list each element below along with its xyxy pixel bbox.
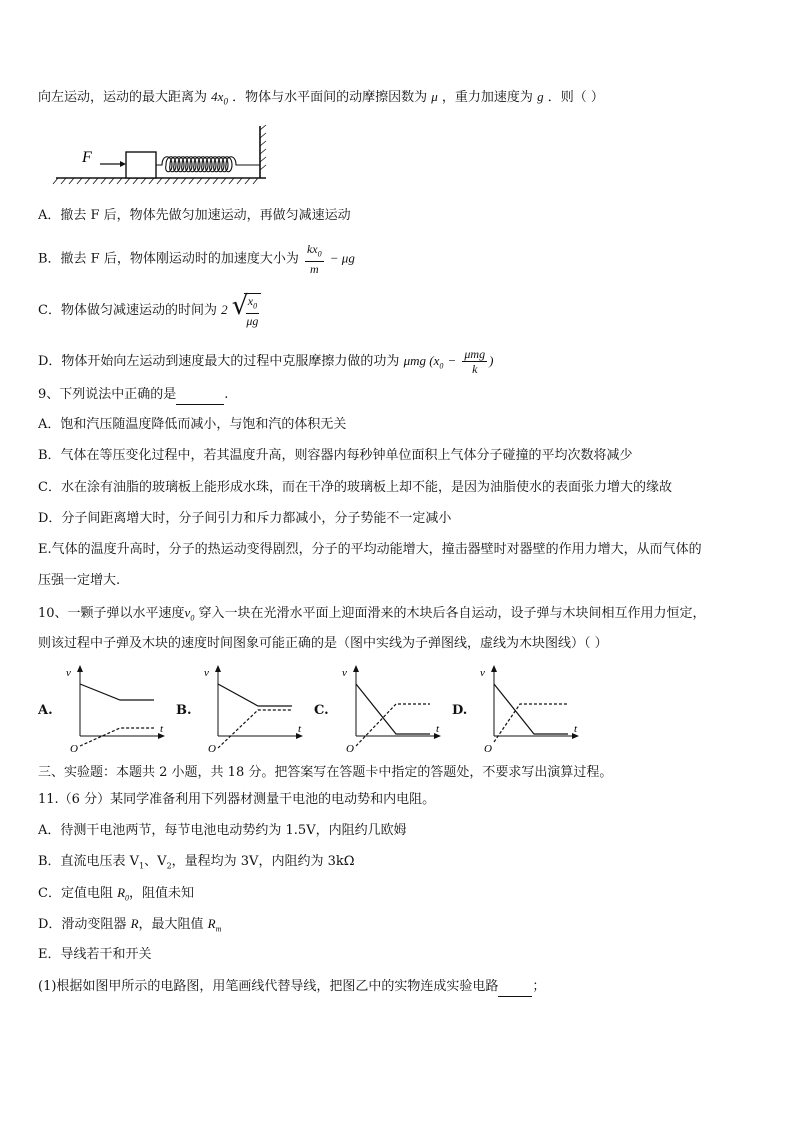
graph-c-block-line (356, 704, 430, 746)
spring-block-figure (52, 122, 272, 188)
q8-option-c-num: x (247, 294, 254, 308)
q8-option-d-pre: μmg (x (403, 353, 440, 368)
graph-c-axis-v: v (342, 667, 347, 679)
q11-b-post: ，量程均为 3V，内阻约为 3kΩ (171, 854, 355, 869)
block (126, 152, 156, 178)
q11-c-post: ，阻值未知 (129, 886, 195, 901)
q8-stem-dist-sub: 0 (223, 96, 228, 107)
section-3-heading: 三、实验题：本题共 2 小题，共 18 分。把答案写在答题卡中指定的答题处，不要求写出演算过程。 (38, 765, 613, 780)
q10-stem-line1 (38, 604, 705, 628)
q8-option-b-text: B．撤去 F 后，物体刚运动时的加速度大小为 (38, 251, 299, 267)
q10-stem-v: v (184, 605, 191, 620)
q10-stem-line2: 则该过程中子弹及木块的速度时间图象可能正确的是（图中实线为子弹图线，虚线为木块图线）（ ） (38, 636, 608, 651)
q8-option-d-close: ) (489, 353, 494, 368)
graph-d-axis-v: v (480, 667, 485, 679)
graph-b-bullet-line (218, 684, 292, 706)
q8-option-c-num-sub: 0 (253, 301, 258, 311)
q10-stem-text1: 10、一颗子弹以水平速度 (38, 606, 185, 621)
q11-d-rm: R (207, 916, 216, 931)
q10-graph-c (338, 662, 446, 756)
q8-option-d (38, 347, 493, 376)
q11-b-mid: 、V (144, 854, 167, 869)
q8-stem-text3: ，重力加速度为 (441, 90, 533, 105)
graph-b-axis-v: v (204, 667, 209, 679)
q9-answer-blank (176, 386, 224, 405)
q11-b-pre: B．直流电压表 V (38, 854, 140, 869)
q8-option-d-text: D．物体开始向左运动到速度最大的过程中克服摩擦力做的功为 (38, 354, 400, 369)
q9-option-c: C．水在涂有油脂的玻璃板上能形成水珠，而在干净的玻璃板上却不能，是因为油脂使水的表面张力增大的缘故 (38, 480, 672, 495)
graph-c-axis-t: t (436, 723, 440, 735)
q8-option-d-minus: − (447, 353, 457, 368)
q8-stem-text4: ．则（ ） (547, 90, 604, 105)
q11-b-sub1: 1 (139, 861, 145, 871)
q11-c-r-sub: 0 (125, 893, 130, 903)
q8-stem-g: g (537, 89, 544, 104)
q8-option-c-sqrt: √ $\frac{x_0}{\mu g}$ (232, 293, 261, 328)
q10-stem-text2: 穿入一块在光滑水平面上迎面滑来的木块后各自运动，设子弹与木块间相互作用力恒定， (194, 606, 706, 621)
q11-d-rm-sub: m (215, 924, 222, 934)
q8-option-b (38, 242, 355, 276)
graph-a-axis-v: v (66, 667, 71, 679)
q8-option-d-fraction (462, 347, 487, 376)
q11-part1-end: ； (532, 979, 546, 994)
q8-stem-text2: ．物体与水平面间的动摩擦因数为 (232, 90, 428, 105)
q8-option-c (38, 293, 261, 328)
q11-part1 (38, 978, 545, 997)
force-label: F (82, 149, 92, 166)
q8-stem-mu: μ (431, 89, 438, 104)
q8-option-b-num-sub: 0 (317, 249, 322, 259)
q10-graph-a (62, 662, 170, 756)
graph-c-bullet-line (356, 684, 430, 734)
q8-stem (38, 88, 604, 111)
q11-stem: 11.（6 分）某同学准备利用下列器材测量干电池的电动势和内电阻。 (38, 792, 436, 807)
q11-b-sub2: 2 (166, 861, 172, 871)
q10-option-b-label: B. (176, 703, 192, 718)
q8-option-d-num: μmg (464, 347, 486, 361)
graph-d-origin: O (484, 743, 492, 755)
q10-option-c-label: C. (314, 703, 329, 718)
q11-part1-blank (498, 978, 532, 997)
q10-graph-d (476, 662, 584, 756)
q8-stem-text1: 向左运动，运动的最大距离为 (38, 90, 208, 105)
q9-option-a: A．饱和汽压随温度降低而减小，与饱和汽的体积无关 (38, 417, 347, 432)
graph-c-origin: O (346, 743, 354, 755)
graph-b-axis-t: t (298, 723, 302, 735)
graph-b-origin: O (208, 743, 216, 755)
q8-option-b-den: m (309, 262, 319, 277)
q11-c-r: R (117, 885, 126, 900)
q11-part1-text: (1)根据如图甲所示的电路图，用笔画线代替导线，把图乙中的实物连成实验电路 (38, 979, 499, 994)
q11-c-pre: C．定值电阻 (38, 886, 118, 901)
q11-option-a: A．待测干电池两节，每节电池电动势约为 1.5V，内阻约几欧姆 (38, 823, 407, 838)
q11-option-d (38, 915, 221, 939)
graph-a-origin: O (70, 743, 78, 755)
q8-option-d-den: k (472, 362, 478, 376)
q9-stem (38, 386, 228, 405)
q11-option-b (38, 853, 355, 876)
graph-a-bullet-line (80, 684, 154, 700)
q10-graph-b (200, 662, 308, 756)
q10-stem-v-sub: 0 (190, 613, 195, 623)
q8-option-b-tail: − μg (329, 250, 355, 266)
q9-option-b: B．气体在等压变化过程中，若其温度升高，则容器内每秒钟单位面积上气体分子碰撞的平均次数将减少 (38, 448, 633, 463)
q9-stem-end: . (224, 387, 229, 402)
graph-a-axis-t: t (160, 723, 164, 735)
q8-option-c-coef: 2 (221, 302, 228, 318)
q8-option-d-pre-sub: 0 (439, 361, 444, 371)
graph-a-block-line (80, 728, 154, 746)
q10-option-a-label: A. (38, 703, 53, 718)
q11-d-mid: ，最大阻值 (138, 917, 208, 932)
q9-option-e-line1: E.气体的温度升高时，分子的热运动变得剧烈，分子的平均动能增大，撞击器壁时对器壁的作用力增大，从而气体的 (38, 542, 702, 557)
q10-option-d-label: D. (452, 703, 468, 718)
q8-option-a: A．撤去 F 后，物体先做匀加速运动，再做匀减速运动 (38, 208, 351, 223)
q8-stem-dist: 4x (211, 89, 224, 104)
q11-option-c (38, 884, 194, 908)
spring (156, 157, 260, 172)
q9-stem-text: 9、下列说法中正确的是 (38, 387, 177, 402)
q11-option-e: E．导线若干和开关 (38, 947, 152, 962)
graph-d-bullet-line (494, 684, 568, 734)
q8-option-c-den: μg (246, 314, 259, 329)
q8-option-b-num: kx (306, 242, 318, 256)
q9-option-d: D．分子间距离增大时，分子间引力和斥力都减小，分子势能不一定减小 (38, 511, 452, 526)
q11-d-r: R (130, 916, 139, 931)
q8-option-c-text: C．物体做匀减速运动的时间为 (38, 303, 217, 319)
graph-d-axis-t: t (574, 723, 578, 735)
q11-d-pre: D．滑动变阻器 (38, 917, 131, 932)
graph-b-block-line (218, 710, 292, 748)
q8-option-b-fraction (305, 242, 324, 276)
q9-option-e-line2: 压强一定增大. (38, 573, 121, 588)
